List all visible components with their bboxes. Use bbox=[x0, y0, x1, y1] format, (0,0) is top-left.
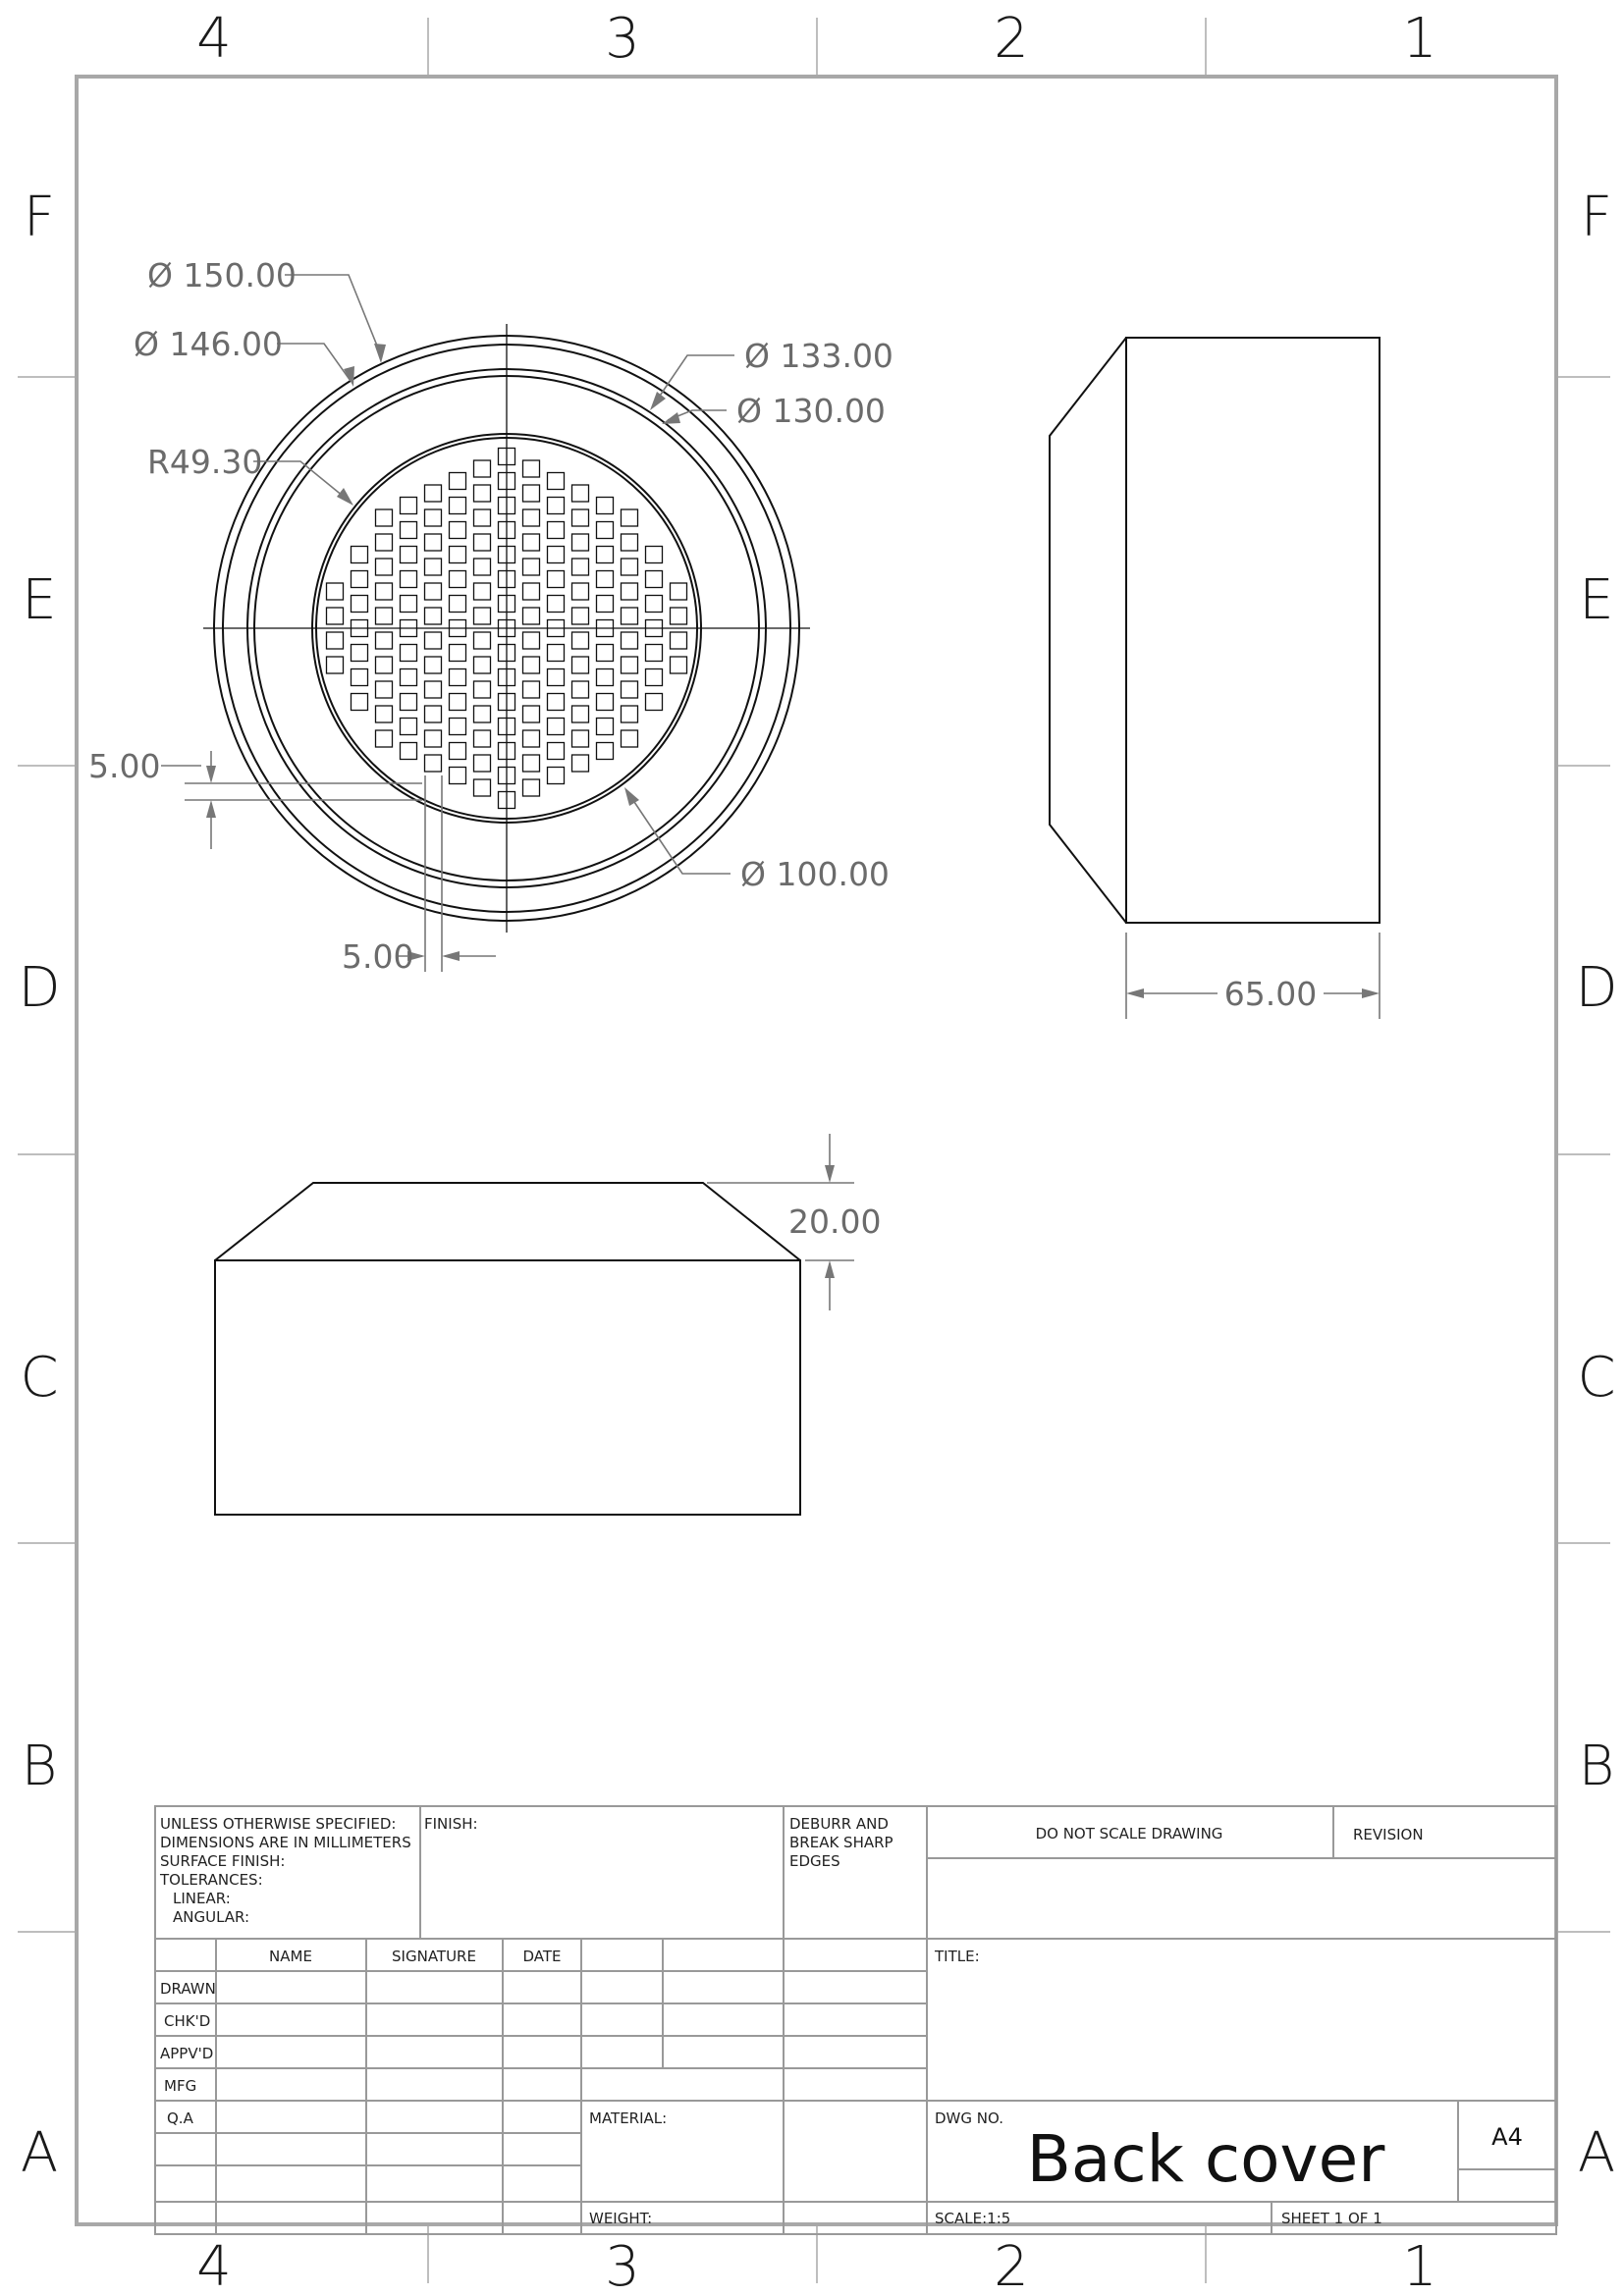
square-hole bbox=[450, 768, 466, 784]
square-hole bbox=[450, 743, 466, 760]
square-hole bbox=[474, 657, 491, 673]
square-hole bbox=[548, 498, 565, 514]
zone-col-label: 2 bbox=[994, 2235, 1029, 2296]
square-hole bbox=[474, 460, 491, 477]
square-hole bbox=[376, 632, 393, 649]
zone-labels-right bbox=[1575, 186, 1617, 2185]
square-hole bbox=[622, 534, 638, 551]
square-hole bbox=[450, 669, 466, 686]
tb-col-name: NAME bbox=[269, 1948, 312, 1965]
zone-col-label: 3 bbox=[605, 2235, 640, 2296]
square-hole bbox=[548, 768, 565, 784]
square-hole bbox=[622, 730, 638, 747]
zone-row-label: A bbox=[20, 2121, 59, 2185]
side-view-body bbox=[1126, 338, 1380, 923]
square-hole bbox=[597, 719, 614, 735]
square-hole bbox=[401, 719, 417, 735]
square-hole bbox=[597, 694, 614, 711]
zone-row-label: B bbox=[1578, 1735, 1615, 1798]
square-hole bbox=[474, 583, 491, 600]
square-hole bbox=[622, 559, 638, 575]
zone-row-label: C bbox=[1577, 1346, 1616, 1410]
square-hole bbox=[327, 608, 344, 624]
square-hole bbox=[352, 694, 368, 711]
square-hole bbox=[523, 534, 540, 551]
square-hole bbox=[572, 559, 589, 575]
tb-deburr: EDGES bbox=[789, 1852, 840, 1870]
tb-role: DRAWN bbox=[160, 1980, 216, 1998]
square-hole bbox=[671, 632, 687, 649]
square-hole bbox=[523, 779, 540, 796]
square-hole bbox=[425, 509, 442, 526]
square-hole bbox=[352, 547, 368, 563]
square-hole bbox=[622, 509, 638, 526]
zone-row-label: E bbox=[1579, 568, 1614, 632]
square-hole bbox=[622, 681, 638, 698]
square-hole bbox=[572, 706, 589, 722]
square-hole bbox=[474, 730, 491, 747]
square-hole bbox=[572, 583, 589, 600]
square-hole bbox=[425, 559, 442, 575]
square-hole bbox=[474, 509, 491, 526]
side-view-chamfer bbox=[1050, 338, 1126, 923]
square-hole bbox=[376, 681, 393, 698]
square-hole bbox=[425, 632, 442, 649]
tb-note: TOLERANCES: bbox=[160, 1871, 263, 1889]
square-hole bbox=[450, 498, 466, 514]
tb-finish-label: FINISH: bbox=[424, 1815, 478, 1833]
side-view bbox=[1050, 338, 1380, 1019]
square-hole bbox=[572, 608, 589, 624]
zone-col-label: 4 bbox=[196, 7, 232, 71]
square-hole bbox=[523, 559, 540, 575]
square-hole bbox=[401, 522, 417, 539]
zone-row-label: F bbox=[1580, 186, 1613, 249]
square-hole bbox=[327, 583, 344, 600]
square-hole bbox=[474, 755, 491, 772]
square-hole bbox=[450, 719, 466, 735]
square-hole bbox=[401, 645, 417, 662]
square-hole bbox=[401, 498, 417, 514]
dim-dia-100: Ø 100.00 bbox=[740, 855, 890, 893]
zone-row-label: F bbox=[23, 186, 56, 249]
square-hole bbox=[425, 534, 442, 551]
front-view bbox=[203, 324, 810, 933]
square-hole bbox=[327, 632, 344, 649]
square-hole bbox=[646, 694, 663, 711]
dim-chamfer-20: 20.00 bbox=[788, 1202, 882, 1241]
square-hole bbox=[597, 669, 614, 686]
square-hole bbox=[523, 657, 540, 673]
square-hole bbox=[352, 669, 368, 686]
square-hole bbox=[474, 779, 491, 796]
tb-title-label: TITLE: bbox=[935, 1948, 980, 1965]
square-hole bbox=[376, 608, 393, 624]
square-hole bbox=[548, 719, 565, 735]
square-hole bbox=[572, 534, 589, 551]
tb-col-signature: SIGNATURE bbox=[392, 1948, 476, 1965]
tb-scale: SCALE:1:5 bbox=[935, 2210, 1011, 2227]
tb-role: Q.A bbox=[167, 2109, 193, 2127]
square-hole bbox=[425, 583, 442, 600]
square-hole bbox=[425, 730, 442, 747]
tb-sheet-size: A4 bbox=[1491, 2123, 1523, 2151]
dim-spacing-vertical: 5.00 bbox=[88, 747, 161, 785]
square-hole bbox=[474, 485, 491, 502]
tb-role: CHK'D bbox=[164, 2012, 211, 2030]
square-hole bbox=[401, 596, 417, 613]
square-hole bbox=[474, 632, 491, 649]
square-hole bbox=[376, 706, 393, 722]
square-hole bbox=[450, 645, 466, 662]
square-hole bbox=[597, 645, 614, 662]
square-hole bbox=[572, 755, 589, 772]
square-hole bbox=[401, 571, 417, 588]
square-hole bbox=[646, 645, 663, 662]
square-hole bbox=[572, 485, 589, 502]
square-hole bbox=[646, 547, 663, 563]
square-hole bbox=[572, 509, 589, 526]
tb-col-date: DATE bbox=[522, 1948, 562, 1965]
square-hole bbox=[352, 571, 368, 588]
square-hole bbox=[523, 485, 540, 502]
square-hole bbox=[523, 583, 540, 600]
tb-dwg-no-label: DWG NO. bbox=[935, 2109, 1003, 2127]
square-hole bbox=[425, 657, 442, 673]
zone-col-label: 1 bbox=[1402, 2235, 1437, 2296]
square-hole bbox=[548, 473, 565, 490]
title-block bbox=[155, 1806, 1556, 2234]
zone-col-label: 2 bbox=[994, 7, 1029, 71]
tb-note: UNLESS OTHERWISE SPECIFIED: bbox=[160, 1815, 397, 1833]
square-hole bbox=[401, 547, 417, 563]
square-hole bbox=[548, 522, 565, 539]
tb-weight-label: WEIGHT: bbox=[589, 2210, 653, 2227]
square-hole bbox=[425, 681, 442, 698]
square-hole bbox=[450, 596, 466, 613]
square-hole bbox=[523, 706, 540, 722]
zone-row-label: C bbox=[20, 1346, 59, 1410]
zone-col-label: 4 bbox=[196, 2235, 232, 2296]
top-view-chamfer bbox=[215, 1183, 800, 1260]
tb-note: ANGULAR: bbox=[173, 1908, 250, 1926]
zone-row-label: D bbox=[18, 956, 61, 1020]
square-hole bbox=[622, 657, 638, 673]
square-hole bbox=[425, 485, 442, 502]
square-hole bbox=[474, 681, 491, 698]
tb-drawing-title: Back cover bbox=[1026, 2121, 1385, 2197]
square-hole bbox=[548, 547, 565, 563]
square-hole bbox=[352, 645, 368, 662]
square-hole bbox=[376, 559, 393, 575]
square-hole bbox=[376, 583, 393, 600]
square-hole bbox=[523, 509, 540, 526]
square-hole bbox=[597, 596, 614, 613]
square-hole bbox=[376, 509, 393, 526]
square-hole bbox=[548, 669, 565, 686]
square-hole bbox=[523, 460, 540, 477]
square-hole bbox=[671, 657, 687, 673]
dim-dia-146: Ø 146.00 bbox=[134, 325, 283, 363]
square-hole bbox=[523, 730, 540, 747]
square-hole bbox=[548, 645, 565, 662]
square-hole bbox=[622, 706, 638, 722]
square-hole bbox=[548, 743, 565, 760]
dim-radius: R49.30 bbox=[147, 443, 263, 481]
square-hole bbox=[523, 681, 540, 698]
square-hole bbox=[622, 608, 638, 624]
square-hole bbox=[450, 522, 466, 539]
tb-do-not-scale: DO NOT SCALE DRAWING bbox=[1035, 1825, 1223, 1842]
square-hole bbox=[450, 571, 466, 588]
top-view-body bbox=[215, 1260, 800, 1515]
square-hole bbox=[474, 559, 491, 575]
square-hole bbox=[327, 657, 344, 673]
square-hole bbox=[597, 522, 614, 539]
square-hole bbox=[548, 571, 565, 588]
square-hole bbox=[597, 743, 614, 760]
top-view bbox=[215, 1134, 881, 1515]
square-hole bbox=[646, 596, 663, 613]
dim-dia-150: Ø 150.00 bbox=[147, 256, 297, 294]
tb-role: MFG bbox=[164, 2077, 197, 2095]
square-hole bbox=[474, 534, 491, 551]
zone-col-label: 3 bbox=[605, 7, 640, 71]
tb-note: LINEAR: bbox=[173, 1890, 231, 1907]
square-hole bbox=[622, 632, 638, 649]
square-hole bbox=[425, 608, 442, 624]
square-hole bbox=[450, 547, 466, 563]
square-hole bbox=[401, 669, 417, 686]
square-hole bbox=[376, 534, 393, 551]
square-hole bbox=[597, 547, 614, 563]
square-hole bbox=[671, 608, 687, 624]
square-hole bbox=[450, 694, 466, 711]
square-hole bbox=[572, 730, 589, 747]
square-hole bbox=[646, 571, 663, 588]
square-hole bbox=[572, 657, 589, 673]
square-hole bbox=[622, 583, 638, 600]
square-hole bbox=[572, 632, 589, 649]
square-hole bbox=[523, 755, 540, 772]
square-hole bbox=[474, 706, 491, 722]
zone-labels-left bbox=[18, 186, 60, 2185]
dim-spacing-horizontal: 5.00 bbox=[342, 937, 414, 976]
square-hole bbox=[376, 657, 393, 673]
tb-note: SURFACE FINISH: bbox=[160, 1852, 286, 1870]
square-hole bbox=[401, 743, 417, 760]
zone-row-label: E bbox=[22, 568, 57, 632]
square-hole bbox=[450, 473, 466, 490]
square-hole bbox=[474, 608, 491, 624]
tb-revision-label: REVISION bbox=[1353, 1826, 1424, 1843]
dim-width-65: 65.00 bbox=[1223, 975, 1318, 1013]
square-hole bbox=[572, 681, 589, 698]
zone-row-label: A bbox=[1577, 2121, 1616, 2185]
tb-deburr: BREAK SHARP bbox=[789, 1834, 893, 1851]
square-hole bbox=[597, 498, 614, 514]
square-hole bbox=[548, 694, 565, 711]
zone-row-label: D bbox=[1575, 956, 1618, 1020]
zone-row-label: B bbox=[21, 1735, 58, 1798]
dim-dia-133: Ø 133.00 bbox=[744, 337, 893, 375]
square-hole bbox=[352, 596, 368, 613]
square-hole bbox=[548, 596, 565, 613]
tb-sheet-number: SHEET 1 OF 1 bbox=[1281, 2210, 1382, 2227]
square-hole bbox=[376, 730, 393, 747]
square-hole bbox=[523, 632, 540, 649]
zone-col-label: 1 bbox=[1402, 7, 1437, 71]
square-hole bbox=[425, 755, 442, 772]
square-hole bbox=[597, 571, 614, 588]
dim-dia-130: Ø 130.00 bbox=[736, 392, 886, 430]
square-hole bbox=[671, 583, 687, 600]
tb-role: APPV'D bbox=[160, 2045, 214, 2062]
tb-note: DIMENSIONS ARE IN MILLIMETERS bbox=[160, 1834, 411, 1851]
tb-material-label: MATERIAL: bbox=[589, 2109, 668, 2127]
tb-deburr: DEBURR AND bbox=[789, 1815, 889, 1833]
square-hole bbox=[425, 706, 442, 722]
square-hole bbox=[646, 669, 663, 686]
square-hole bbox=[523, 608, 540, 624]
square-hole bbox=[401, 694, 417, 711]
